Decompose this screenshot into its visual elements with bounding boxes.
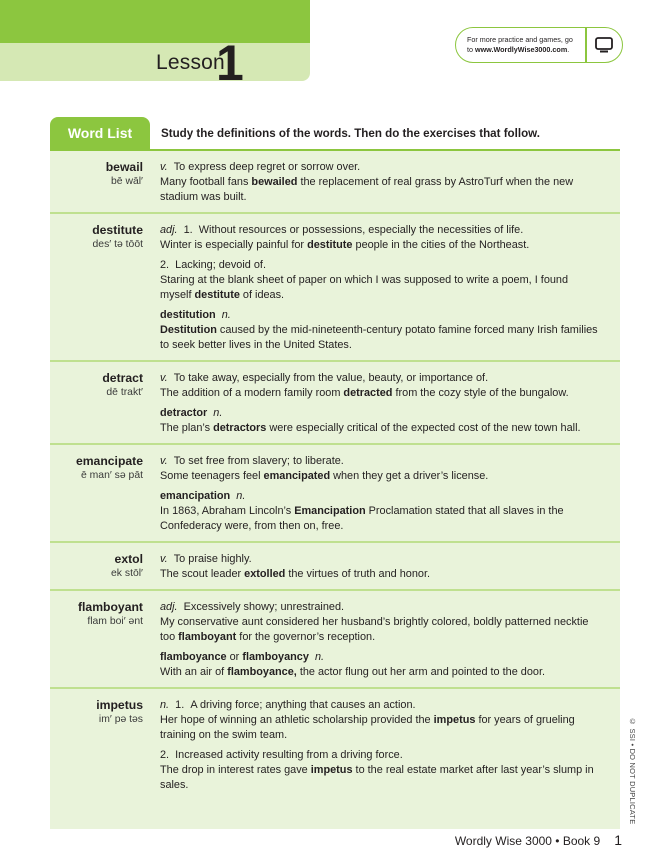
part-of-speech: v. bbox=[160, 553, 168, 565]
example-text: for years of grueling training on the swim team. bbox=[160, 714, 575, 741]
example-text: Winter is especially painful for bbox=[160, 239, 308, 251]
definition-column bbox=[143, 600, 620, 680]
headword-column bbox=[50, 552, 143, 582]
definition-line bbox=[160, 454, 602, 469]
definition-block bbox=[160, 552, 602, 582]
example-text: when they get a driver’s license. bbox=[330, 470, 489, 482]
highlighted-word: impetus bbox=[433, 714, 476, 726]
example-sentence bbox=[160, 504, 602, 534]
definition-text: Increased activity resulting from a driving force. bbox=[175, 749, 403, 761]
example-text: the replacement of real grass by AstroTurf when the new stadium was built. bbox=[160, 176, 574, 203]
derived-form bbox=[160, 406, 602, 421]
example-sentence bbox=[160, 273, 602, 303]
pronunciation: flam boi′ ənt bbox=[87, 616, 143, 627]
example-text: from the cozy style of the bungalow. bbox=[392, 387, 569, 399]
derived-form-block bbox=[160, 650, 602, 680]
definition-block bbox=[160, 600, 602, 645]
definition-line bbox=[160, 223, 602, 238]
part-of-speech: n. bbox=[160, 699, 170, 711]
definition-line bbox=[160, 160, 602, 175]
highlighted-word: Emancipation bbox=[294, 505, 366, 517]
definition-text: A driving force; anything that causes an action. bbox=[190, 699, 416, 711]
derived-form bbox=[160, 489, 602, 504]
computer-monitor-icon bbox=[587, 35, 623, 55]
example-sentence bbox=[160, 469, 602, 484]
definition-text: Without resources or possessions, especially the necessities of life. bbox=[198, 224, 524, 236]
derived-word: detractor bbox=[160, 407, 208, 419]
example-sentence bbox=[160, 615, 602, 645]
definition-block bbox=[160, 160, 602, 205]
derived-form-block bbox=[160, 308, 602, 353]
word-entry-flamboyant bbox=[50, 591, 620, 689]
example-sentence bbox=[160, 763, 602, 793]
headword: emancipate bbox=[75, 454, 143, 468]
pronunciation: ē man′ sə pāt bbox=[80, 470, 143, 481]
highlighted-word: emancipated bbox=[263, 470, 331, 482]
definition-text: Lacking; devoid of. bbox=[175, 259, 266, 271]
definition-text: To express deep regret or sorrow over. bbox=[173, 161, 361, 173]
highlighted-word: extolled bbox=[244, 568, 286, 580]
word-list-tab: Word List bbox=[50, 117, 150, 149]
promo-line-1: For more practice and games, go bbox=[467, 35, 573, 44]
definition-block bbox=[160, 258, 602, 303]
promo-line-2-prefix: to bbox=[467, 45, 475, 54]
example-sentence bbox=[160, 567, 602, 582]
headword: flamboyant bbox=[77, 600, 143, 614]
promo-text bbox=[456, 35, 585, 55]
example-text: Staring at the blank sheet of paper on which I was supposed to write a poem, I found myself bbox=[160, 274, 569, 301]
definition-column bbox=[143, 698, 620, 793]
word-entry-emancipate bbox=[50, 445, 620, 543]
example-text: Proclamation stated that all slaves in the Confederacy were, from then on, free. bbox=[160, 505, 564, 532]
headword: extol bbox=[114, 552, 143, 566]
pronunciation: ek stōl′ bbox=[111, 568, 143, 579]
sense-number: 1. bbox=[175, 699, 185, 711]
definition-text: Excessively showy; unrestrained. bbox=[183, 601, 345, 613]
sense-number: 2. bbox=[160, 749, 170, 761]
word-entry-detract bbox=[50, 362, 620, 445]
part-of-speech: v. bbox=[160, 161, 168, 173]
lesson-number: 1 bbox=[216, 35, 244, 91]
headword-column bbox=[50, 698, 143, 793]
example-text: Many football fans bbox=[160, 176, 252, 188]
example-text: The addition of a modern family room bbox=[160, 387, 344, 399]
definition-text: To take away, especially from the value, beauty, or importance of. bbox=[173, 372, 489, 384]
headword-column bbox=[50, 600, 143, 680]
sense-number: 2. bbox=[160, 259, 170, 271]
definition-block bbox=[160, 371, 602, 401]
word-entry-impetus bbox=[50, 689, 620, 800]
book-title: Wordly Wise 3000 • Book 9 bbox=[454, 834, 601, 848]
example-text: the actor flung out her arm and pointed to the door. bbox=[296, 666, 546, 678]
definition-text: To set free from slavery; to liberate. bbox=[173, 455, 344, 467]
lesson-banner bbox=[0, 43, 310, 81]
definition-line bbox=[160, 552, 602, 567]
sense-number: 1. bbox=[183, 224, 193, 236]
website-promo-box bbox=[455, 27, 623, 63]
highlighted-word: Destitution bbox=[160, 324, 217, 336]
definition-line bbox=[160, 748, 602, 763]
example-sentence bbox=[160, 323, 602, 353]
lesson-label: Lesson bbox=[156, 51, 225, 74]
example-text: The plan’s bbox=[160, 422, 214, 434]
example-sentence bbox=[160, 713, 602, 743]
part-of-speech: n. bbox=[314, 651, 325, 663]
definition-block bbox=[160, 223, 602, 253]
part-of-speech: n. bbox=[236, 490, 246, 502]
example-text: The drop in interest rates gave bbox=[160, 764, 311, 776]
definition-block bbox=[160, 454, 602, 484]
part-of-speech: adj. bbox=[160, 224, 178, 236]
headword-column bbox=[50, 160, 143, 205]
derived-form-block bbox=[160, 406, 602, 436]
derived-word: destitution bbox=[160, 309, 216, 321]
example-sentence bbox=[160, 386, 602, 401]
headword: impetus bbox=[96, 698, 143, 712]
pronunciation: des′ tə tōōt bbox=[92, 239, 143, 250]
highlighted-word: detracted bbox=[343, 387, 393, 399]
header-band bbox=[0, 0, 310, 43]
headword: detract bbox=[102, 371, 143, 385]
definition-column bbox=[143, 160, 620, 205]
word-entry-extol bbox=[50, 543, 620, 591]
definition-line bbox=[160, 600, 602, 615]
definition-column bbox=[143, 371, 620, 436]
word-entry-bewail bbox=[50, 151, 620, 214]
example-sentence bbox=[160, 665, 602, 680]
pronunciation: dē trakt′ bbox=[106, 387, 143, 398]
pronunciation: im′ pə təs bbox=[98, 714, 143, 725]
example-sentence bbox=[160, 238, 602, 253]
example-text: Her hope of winning an athletic scholarship provided the bbox=[160, 714, 434, 726]
headword: bewail bbox=[105, 160, 143, 174]
highlighted-word: bewailed bbox=[251, 176, 298, 188]
definition-column bbox=[143, 454, 620, 534]
derived-form bbox=[160, 308, 602, 323]
page-number: 1 bbox=[614, 832, 622, 848]
derived-word: emancipation bbox=[160, 490, 231, 502]
example-text: people in the cities of the Northeast. bbox=[352, 239, 530, 251]
word-list-panel bbox=[50, 149, 620, 829]
highlighted-word: flamboyance, bbox=[227, 666, 297, 678]
example-text: My conservative aunt considered her husband’s brightly colored, boldly patterned necktie too bbox=[160, 616, 589, 643]
promo-line-2-suffix: . bbox=[567, 45, 570, 54]
highlighted-word: destitute bbox=[307, 239, 353, 251]
word-entry-destitute bbox=[50, 214, 620, 362]
example-text: With an air of bbox=[160, 666, 228, 678]
part-of-speech: n. bbox=[221, 309, 231, 321]
example-text: In 1863, Abraham Lincoln’s bbox=[160, 505, 295, 517]
definition-column bbox=[143, 552, 620, 582]
instructions: Study the definitions of the words. Then do the exercises that follow. bbox=[161, 127, 540, 140]
part-of-speech: adj. bbox=[160, 601, 178, 613]
definition-block bbox=[160, 698, 602, 743]
example-text: The scout leader bbox=[160, 568, 245, 580]
example-text: of ideas. bbox=[239, 289, 285, 301]
example-text: the virtues of truth and honor. bbox=[285, 568, 431, 580]
definition-text: To praise highly. bbox=[173, 553, 252, 565]
derived-connector: or bbox=[226, 651, 243, 663]
derived-form-block bbox=[160, 489, 602, 534]
highlighted-word: flamboyant bbox=[178, 631, 237, 643]
highlighted-word: detractors bbox=[213, 422, 267, 434]
promo-url-link[interactable]: www.WordlyWise3000.com bbox=[475, 45, 568, 54]
derived-word-alt: flamboyancy bbox=[242, 651, 309, 663]
part-of-speech: v. bbox=[160, 455, 168, 467]
copyright-note: © SSI • DO NOT DUPLICATE bbox=[628, 717, 637, 825]
page-footer bbox=[455, 832, 622, 848]
definition-line bbox=[160, 371, 602, 386]
highlighted-word: impetus bbox=[310, 764, 353, 776]
derived-form bbox=[160, 650, 602, 665]
headword: destitute bbox=[92, 223, 143, 237]
definition-line bbox=[160, 258, 602, 273]
pronunciation: bē wāl′ bbox=[111, 176, 143, 187]
example-text: Some teenagers feel bbox=[160, 470, 264, 482]
definition-block bbox=[160, 748, 602, 793]
headword-column bbox=[50, 223, 143, 353]
headword-column bbox=[50, 371, 143, 436]
part-of-speech: v. bbox=[160, 372, 168, 384]
example-sentence bbox=[160, 421, 602, 436]
example-text: to the real estate market after last year’s slump in sales. bbox=[160, 764, 594, 791]
example-text: were especially critical of the expected cost of the new town hall. bbox=[266, 422, 581, 434]
definition-column bbox=[143, 223, 620, 353]
headword-column bbox=[50, 454, 143, 534]
example-text: for the governor’s reception. bbox=[236, 631, 376, 643]
highlighted-word: destitute bbox=[194, 289, 240, 301]
example-text: caused by the mid-nineteenth-century potato famine forced many Irish families to seek better lives in the United States. bbox=[160, 324, 598, 351]
part-of-speech: n. bbox=[213, 407, 223, 419]
example-sentence bbox=[160, 175, 602, 205]
derived-word: flamboyance bbox=[160, 651, 227, 663]
definition-line bbox=[160, 698, 602, 713]
